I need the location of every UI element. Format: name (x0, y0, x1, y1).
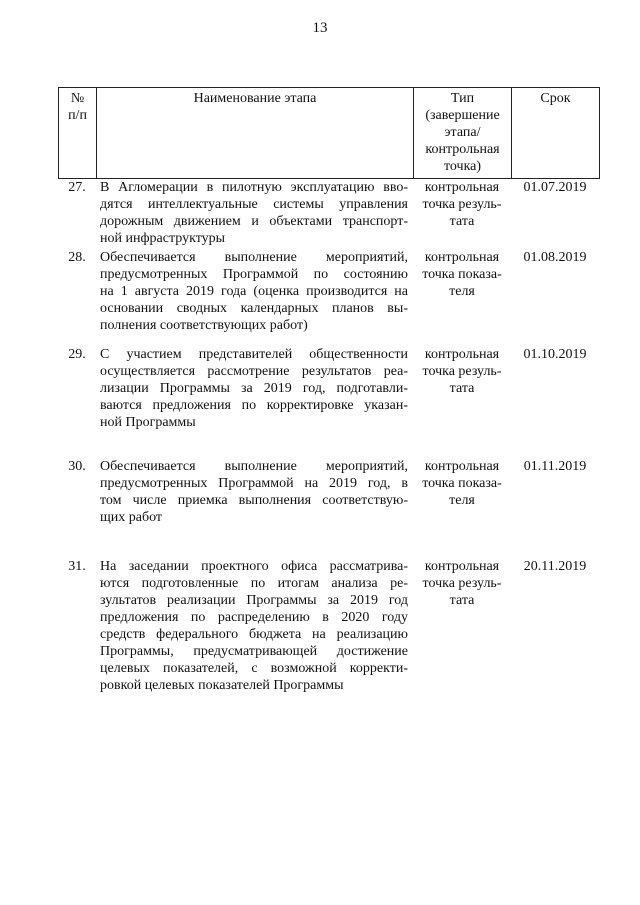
stage-name-line: ровкой целевых показателей Программы (100, 678, 344, 693)
stage-name (96, 458, 413, 558)
stage-name-line: на 1 августа 2019 года (оценка производится на (100, 284, 408, 299)
page-number: 13 (312, 20, 328, 36)
stage-name-line: предусмотренных Программой по состоянию (100, 267, 408, 282)
stage-name-line: средств федерального бюджета на реализацию (100, 627, 408, 642)
stage-name-line: На заседании проектного офиса рассматрива- (100, 559, 408, 574)
header-name: Наименование этапа (97, 88, 414, 179)
stage-type-line: тата (449, 593, 475, 608)
table-body (58, 179, 599, 718)
stage-type-line: точка резуль- (422, 197, 502, 212)
stage-type (413, 179, 511, 249)
stage-type-line: контрольная (424, 250, 500, 265)
table-row (58, 179, 599, 249)
stage-name-line: дятся интеллектуальные системы управления (100, 197, 408, 212)
stage-name-line: ются подготовленные по итогам анализа ре- (100, 576, 408, 591)
stage-date: 01.10.2019 (523, 347, 587, 362)
stage-name-line: Обеспечивается выполнение мероприятий, (100, 459, 408, 474)
stage-type (413, 346, 511, 458)
table-header (58, 87, 600, 179)
row-number: 31. (68, 559, 86, 574)
stage-name-line: полнения соответствующих работ) (100, 318, 308, 333)
header-type-line-4: контрольная (425, 142, 500, 157)
stage-type-line: точка показа- (422, 476, 502, 491)
stage-name-line: В Агломерации в пилотную эксплуатацию вво- (100, 180, 408, 195)
stage-type-line: тата (449, 381, 475, 396)
row-number: 27. (68, 180, 86, 195)
header-type-line-5: точка) (443, 159, 482, 174)
stage-type-line: контрольная (424, 459, 500, 474)
stage-name (96, 249, 413, 346)
header-date: Срок (512, 88, 600, 179)
stage-name-line: Программы, предусматривающей достижение (100, 644, 408, 659)
stage-name-line: щих работ (100, 510, 163, 525)
row-number: 29. (68, 347, 86, 362)
header-num-line-2: п/п (68, 108, 87, 123)
stage-name (96, 346, 413, 458)
stage-name-line: С участием представителей общественности (100, 347, 408, 362)
table-row (58, 346, 599, 458)
stage-name (96, 179, 413, 249)
row-number: 30. (68, 459, 86, 474)
header-row (59, 88, 600, 179)
stage-type (413, 249, 511, 346)
stage-type-line: точка резуль- (422, 576, 502, 591)
header-type-line-2: (завершение (425, 108, 500, 123)
stage-name-line: предусмотренных Программой на 2019 год, в (100, 476, 408, 491)
header-type-line-3: этапа/ (444, 125, 481, 140)
stage-name-line: ной Программы (100, 415, 196, 430)
stage-name-line: Обеспечивается выполнение мероприятий, (100, 250, 408, 265)
stage-type-line: теля (449, 284, 475, 299)
stage-name-line: лизации Программы за 2019 год, подготавли- (100, 381, 408, 396)
stage-name-line: ной инфраструктуры (100, 231, 226, 246)
stage-date: 01.11.2019 (523, 459, 587, 474)
table-row (58, 249, 599, 346)
table-row (58, 558, 599, 718)
stage-date: 20.11.2019 (523, 559, 587, 574)
header-type-line-1: Тип (450, 91, 475, 106)
header-num (59, 88, 97, 179)
stage-name-line: предложения по распределению в 2020 году (100, 610, 408, 625)
stage-type (413, 558, 511, 718)
stage-name (96, 558, 413, 718)
stage-type-line: теля (449, 493, 475, 508)
stage-type-line: точка показа- (422, 267, 502, 282)
stage-name-line: дорожным движением и объектами транспорт- (100, 214, 408, 229)
row-number: 28. (68, 250, 86, 265)
header-num-line-1: № (70, 91, 85, 106)
stage-name-line: осуществляется рассмотрение результатов реа- (100, 364, 408, 379)
stage-name-line: целевых показателей, с возможной корректи- (100, 661, 408, 676)
stage-type-line: контрольная (424, 180, 500, 195)
stage-type-line: контрольная (424, 347, 500, 362)
stage-type-line: точка резуль- (422, 364, 502, 379)
stage-type-line: контрольная (424, 559, 500, 574)
stage-name-line: ваются предложения по корректировке указан- (100, 398, 408, 413)
stage-type (413, 458, 511, 558)
stage-name-line: зультатов реализации Программы за 2019 год (100, 593, 408, 608)
table-row (58, 458, 599, 558)
stage-date: 01.08.2019 (523, 250, 587, 265)
stage-name-line: основании сводных календарных планов вы- (100, 301, 408, 316)
header-type (414, 88, 512, 179)
stage-name-line: том числе приемка выполнения соответствую- (100, 493, 408, 508)
stage-date: 01.07.2019 (523, 180, 587, 195)
stage-type-line: тата (449, 214, 475, 229)
